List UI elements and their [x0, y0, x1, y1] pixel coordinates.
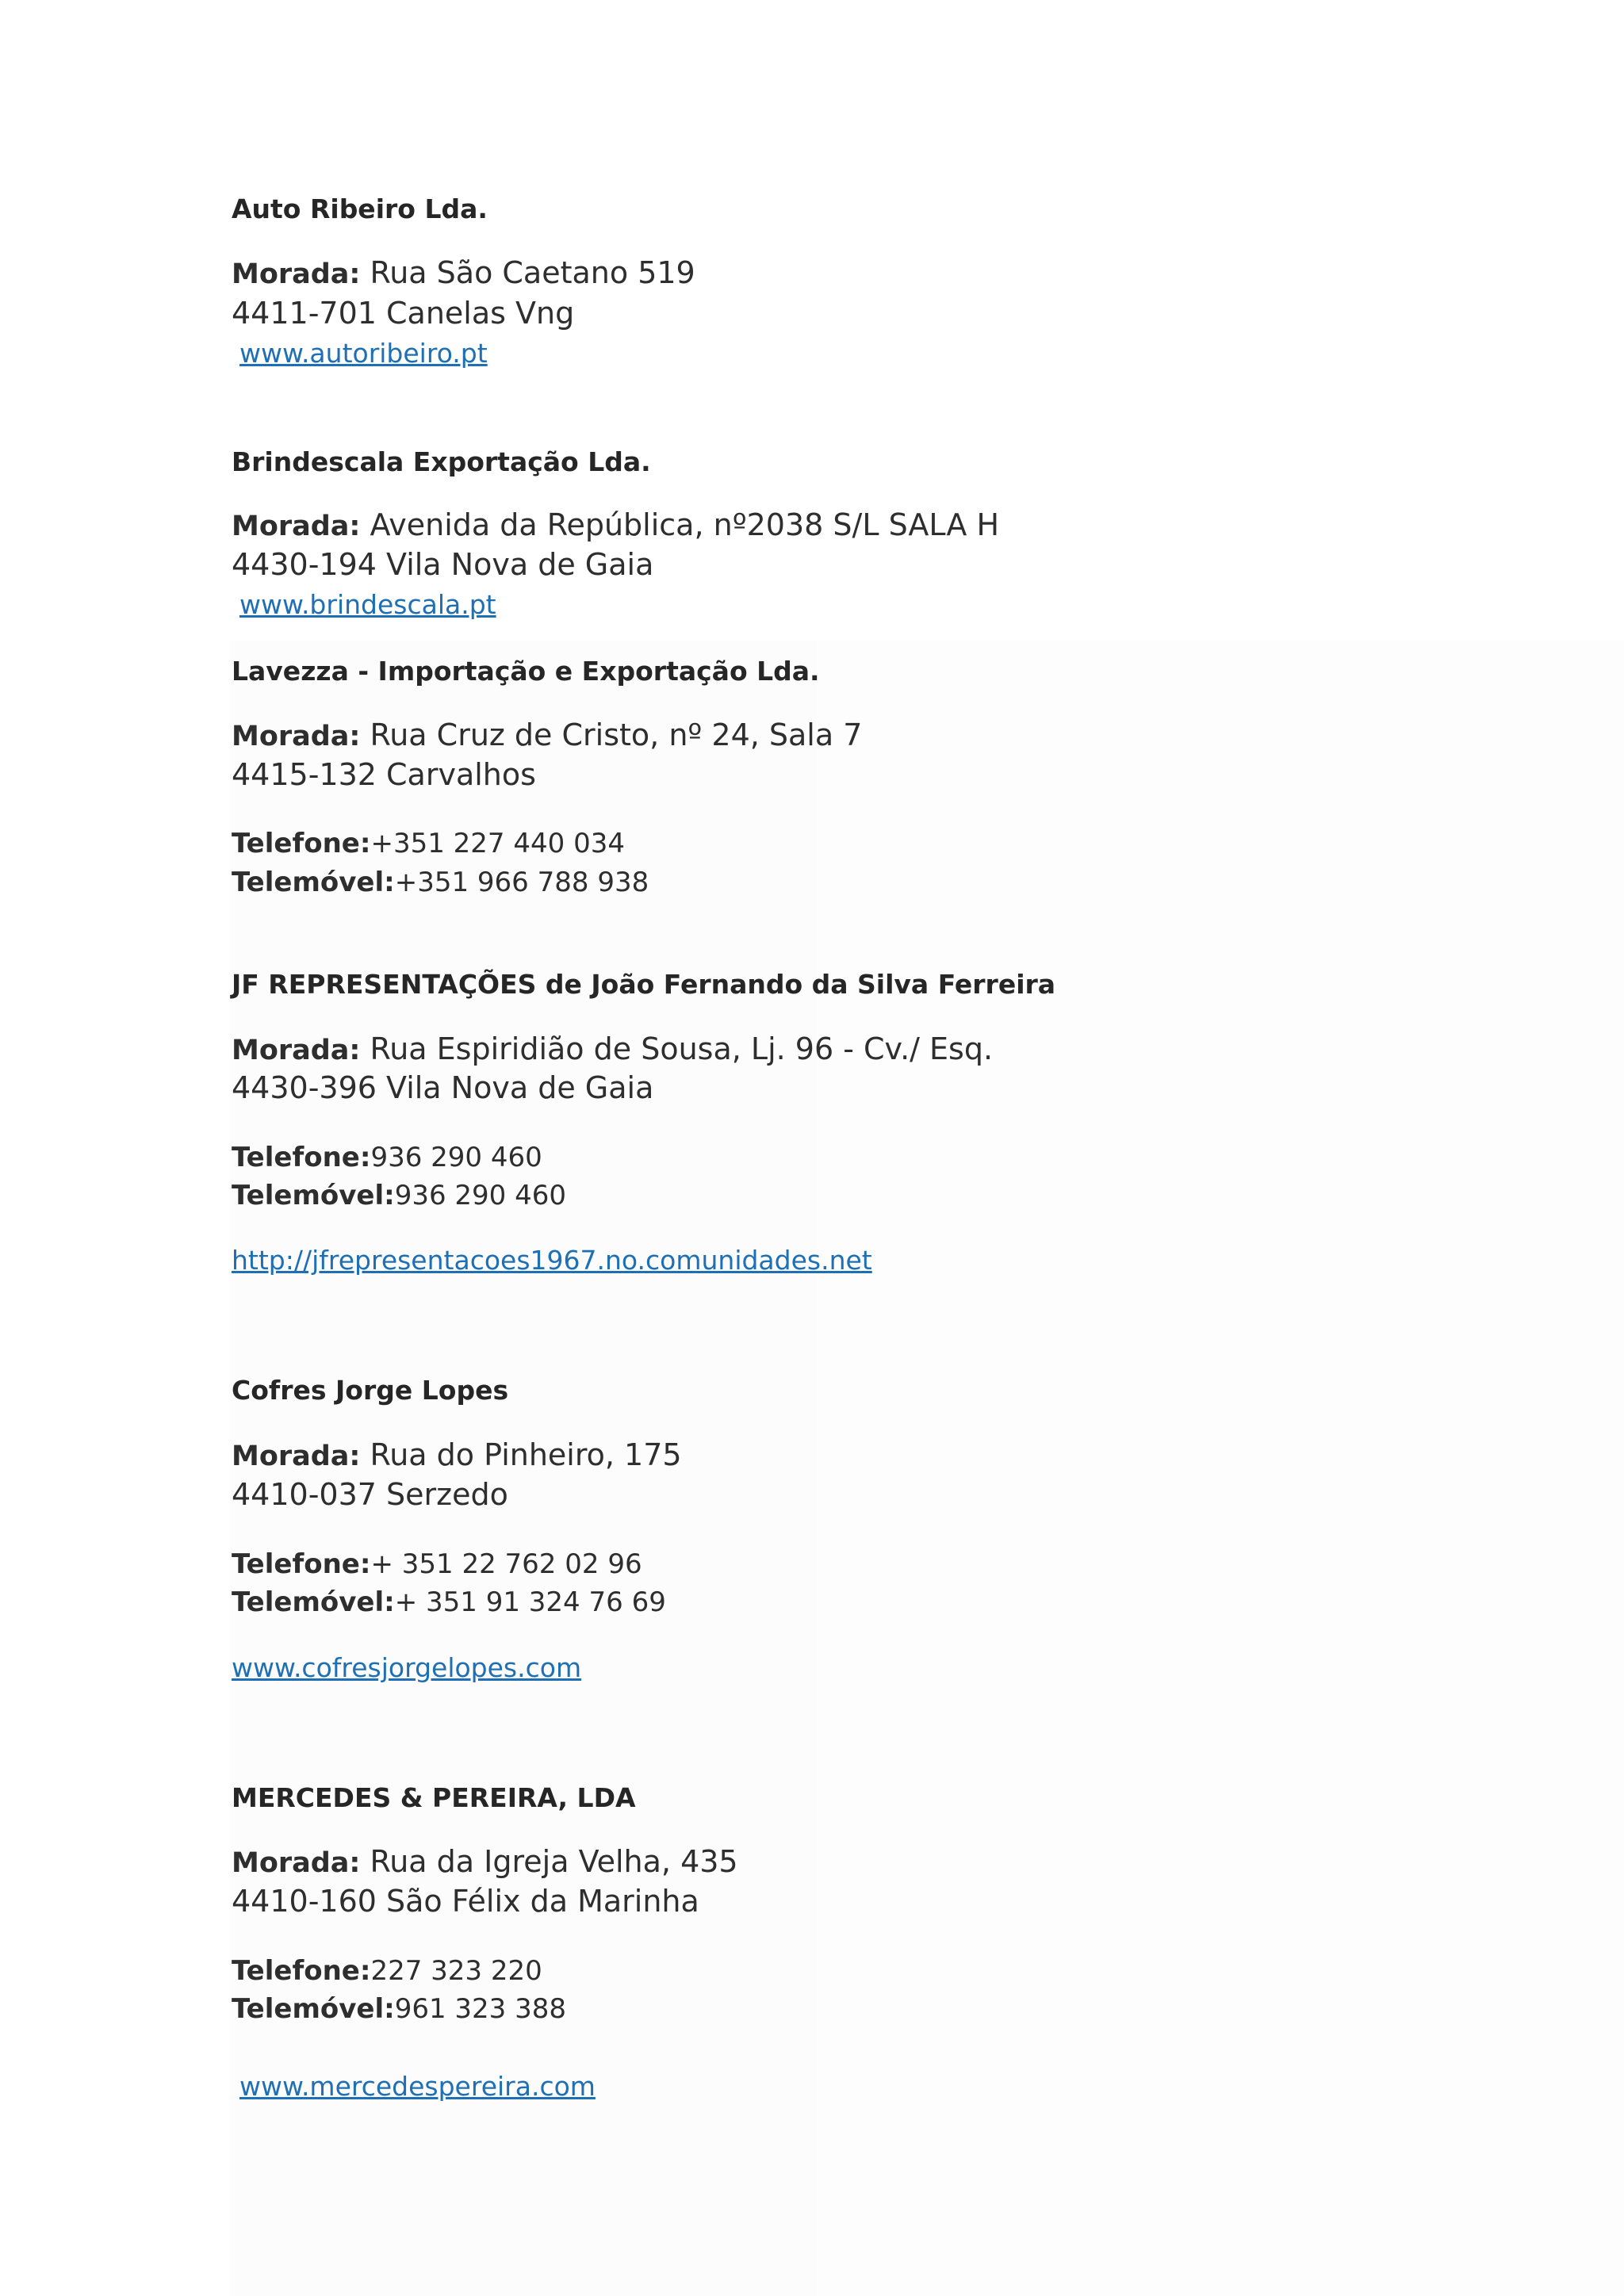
address-label: Morada:: [232, 1847, 361, 1879]
address-line: [232, 1031, 993, 1066]
company-name: Lavezza - Importação e Exportação Lda.: [232, 656, 820, 687]
mobile-value: +351 966 788 938: [394, 867, 649, 898]
address-line: [232, 1844, 738, 1879]
website-link[interactable]: www.cofresjorgelopes.com: [232, 1652, 582, 1683]
address-street: Rua da Igreja Velha, 435: [370, 1844, 738, 1879]
address-label: Morada:: [232, 1035, 361, 1066]
phone-line: [232, 1142, 542, 1173]
phone-label: Telefone:: [232, 1548, 371, 1580]
company-name: Auto Ribeiro Lda.: [232, 193, 488, 224]
address-label: Morada:: [232, 721, 361, 752]
company-name: Cofres Jorge Lopes: [232, 1375, 509, 1406]
company-name: JF REPRESENTAÇÕES de João Fernando da Silva Ferreira: [232, 969, 1056, 1000]
address-postal: 4430-396 Vila Nova de Gaia: [232, 1070, 654, 1105]
address-street: Rua do Pinheiro, 175: [370, 1437, 682, 1472]
phone-label: Telefone:: [232, 828, 371, 859]
mobile-line: [232, 1180, 566, 1211]
address-street: Avenida da República, nº2038 S/L SALA H: [370, 507, 1000, 542]
address-line: [232, 507, 999, 542]
mobile-value: 961 323 388: [394, 1993, 567, 2025]
page-shading-right: [817, 641, 1624, 2296]
mobile-label: Telemóvel:: [232, 867, 395, 898]
mobile-label: Telemóvel:: [232, 1180, 395, 1211]
address-postal: 4430-194 Vila Nova de Gaia: [232, 547, 654, 582]
website-link[interactable]: www.brindescala.pt: [239, 589, 496, 620]
address-postal: 4410-160 São Félix da Marinha: [232, 1884, 699, 1919]
company-name: MERCEDES & PEREIRA, LDA: [232, 1782, 636, 1813]
address-postal: 4411-701 Canelas Vng: [232, 296, 575, 331]
address-line: [232, 1437, 682, 1472]
address-label: Morada:: [232, 258, 361, 290]
mobile-value: + 351 91 324 76 69: [394, 1586, 666, 1618]
mobile-line: [232, 1586, 666, 1618]
address-postal: 4415-132 Carvalhos: [232, 757, 536, 792]
mobile-line: [232, 867, 649, 898]
phone-line: [232, 1955, 542, 1987]
mobile-label: Telemóvel:: [232, 1586, 395, 1618]
phone-value: +351 227 440 034: [370, 828, 625, 859]
mobile-label: Telemóvel:: [232, 1993, 395, 2025]
address-street: Rua Cruz de Cristo, nº 24, Sala 7: [370, 718, 863, 752]
address-line: [232, 255, 695, 290]
website-link[interactable]: www.autoribeiro.pt: [239, 338, 488, 369]
phone-line: [232, 828, 625, 859]
address-postal: 4410-037 Serzedo: [232, 1477, 508, 1512]
address-line: [232, 718, 862, 752]
mobile-value: 936 290 460: [394, 1180, 567, 1211]
address-street: Rua São Caetano 519: [370, 255, 695, 290]
phone-value: 227 323 220: [370, 1955, 542, 1987]
address-street: Rua Espiridião de Sousa, Lj. 96 - Cv./ Esq.: [370, 1031, 994, 1066]
phone-line: [232, 1548, 642, 1580]
address-label: Morada:: [232, 1441, 361, 1472]
phone-label: Telefone:: [232, 1955, 371, 1987]
website-link[interactable]: www.mercedespereira.com: [239, 2071, 596, 2102]
mobile-line: [232, 1993, 566, 2025]
address-label: Morada:: [232, 511, 361, 542]
website-link[interactable]: http://jfrepresentacoes1967.no.comunidades.net: [232, 1245, 872, 1276]
phone-label: Telefone:: [232, 1142, 371, 1173]
phone-value: 936 290 460: [370, 1142, 542, 1173]
company-name: Brindescala Exportação Lda.: [232, 446, 651, 477]
phone-value: + 351 22 762 02 96: [370, 1548, 642, 1580]
